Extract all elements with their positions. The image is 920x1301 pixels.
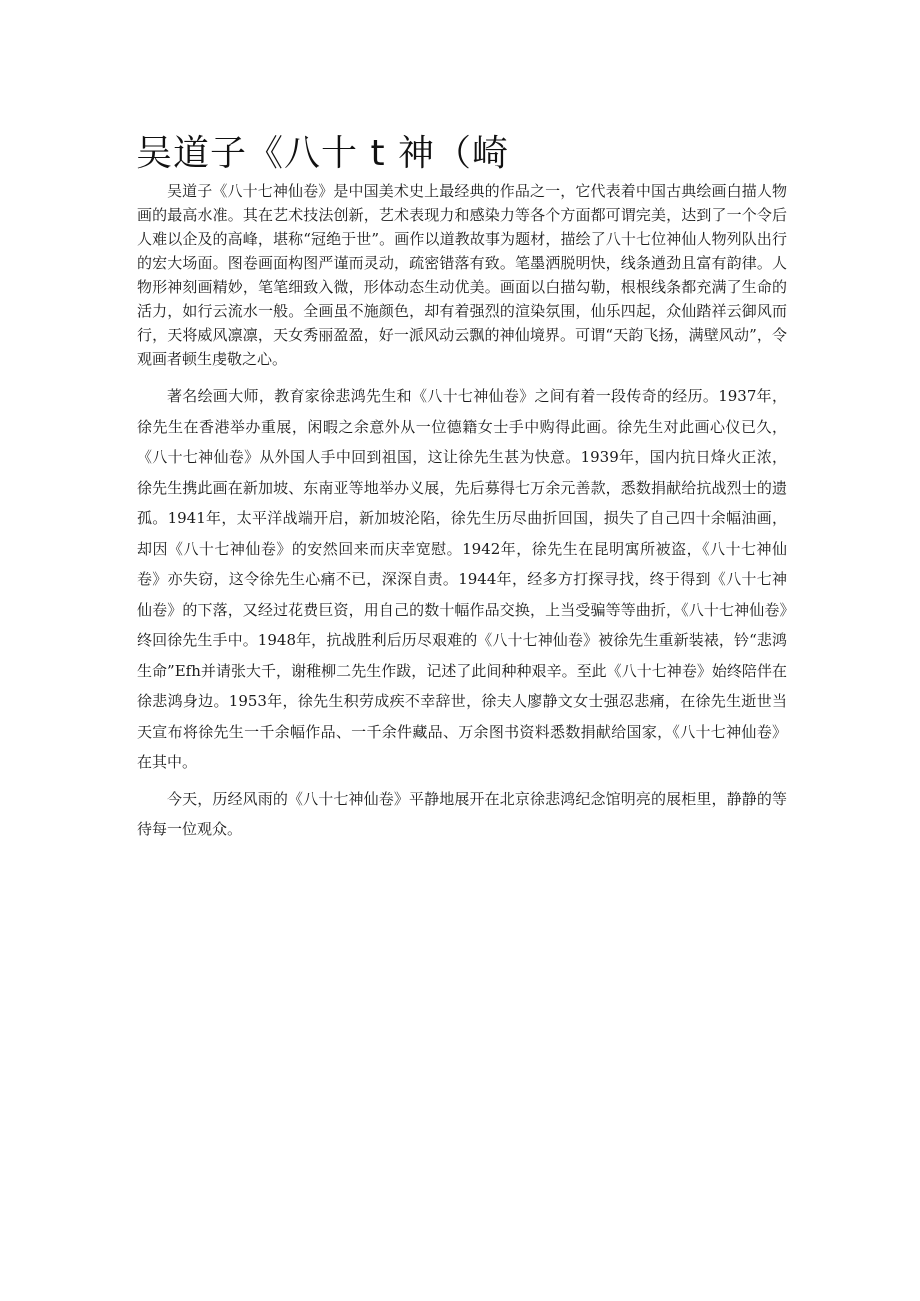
- paragraph-history: 著名绘画大师，教育家徐悲鸿先生和《八十七神仙卷》之间有着一段传奇的经历。1937年，徐先生在香港举办重展，闲暇之余意外从一位德籍女士手中购得此画。徐先生对此画心仪已久，《八十七神仙卷》从外国人手中回到祖国，这让徐先生甚为快意。1939年，国内抗日烽火正浓，徐先生携此画在新加坡、东南亚等地举办义展，先后募得七万余元善款，悉数捐献给抗战烈士的遗孤。1941年，太平洋战端开启，新加坡沦陷，徐先生历尽曲折回国，损失了自己四十余幅油画，却因《八十七神仙卷》的安然回来而庆幸宽慰。1942年，徐先生在昆明寓所被盗，《八十七神仙卷》亦失窃，这令徐先生心痛不已，深深自责。1944年，经多方打探寻找，终于得到《八十七神仙卷》的下落，又经过花费巨资，用自己的数十幅作品交换，上当受骗等等曲折，《八十七神仙卷》终回徐先生手中。1948年，抗战胜利后历尽艰难的《八十七神仙卷》被徐先生重新装裱，钤“悲鸿生命”Efh并请张大千，谢稚柳二先生作跋，记述了此间种种艰辛。至此《八十七神卷》始终陪伴在徐悲鸿身边。1953年，徐先生积劳成疾不幸辞世，徐夫人廖静文女士强忍悲痛，在徐先生逝世当天宣布将徐先生一千余幅作品、一千余件藏品、万余图书资料悉数捐献给国家，《八十七神仙卷》在其中。: [137, 387, 787, 771]
- paragraph-intro: 吴道子《八十七神仙卷》是中国美术史上最经典的作品之一，它代表着中国古典绘画白描人物画的最高水准。其在艺术技法创新，艺术表现力和感染力等各个方面都可谓完美，达到了一个令后人难以企及的高峰，堪称“冠绝于世”。画作以道教故事为题材，描绘了八十七位神仙人物列队出行的宏大场面。图卷画面构图严谨而灵动，疏密错落有致。笔墨洒脱明快，线条遒劲且富有韵律。人物形神刻画精妙，笔笔细致入微，形体动态生动优美。画面以白描勾勒，根根线条都充满了生命的活力，如行云流水一般。全画虽不施颜色，却有着强烈的渲染氛围，仙乐四起，众仙踏祥云御风而行，天将威风凛凛，天女秀丽盈盈，好一派风动云飘的神仙境界。可谓“天韵飞扬，满壁风动”，令观画者顿生虔敬之心。: [137, 182, 787, 368]
- paragraph-today: 今天，历经风雨的《八十七神仙卷》平静地展开在北京徐悲鸿纪念馆明亮的展柜里，静静的等待每一位观众。: [137, 789, 787, 838]
- document-title: 吴道子《八十 t 神（崎: [136, 133, 510, 174]
- document-body: [137, 179, 787, 845]
